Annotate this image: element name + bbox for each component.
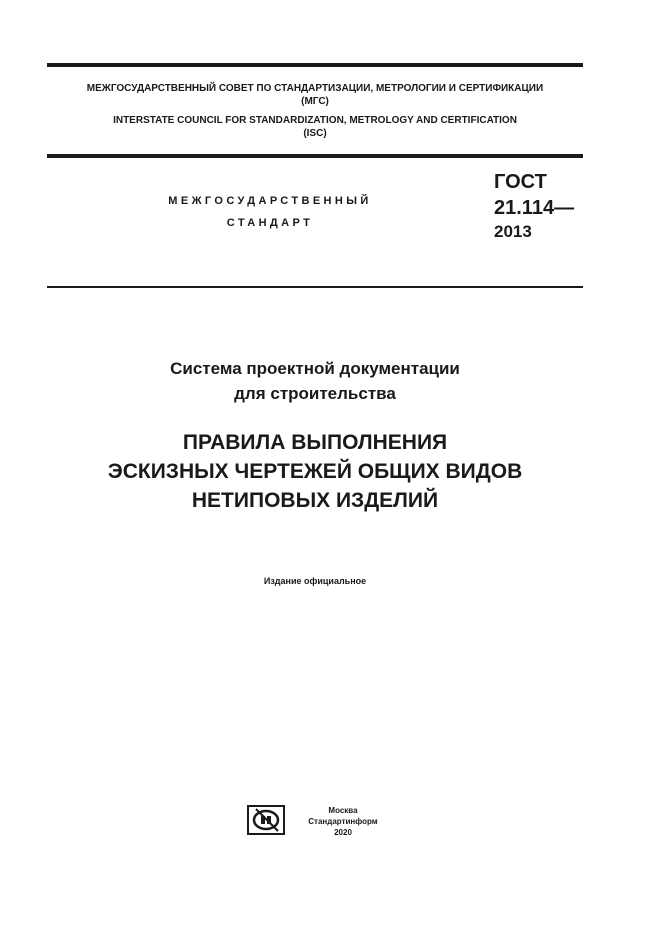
system-line1: Система проектной документации bbox=[170, 359, 460, 378]
council-name-ru-text: МЕЖГОСУДАРСТВЕННЫЙ СОВЕТ ПО СТАНДАРТИЗАЦИИ, МЕТРОЛОГИИ И СЕРТИФИКАЦИИ bbox=[86, 83, 544, 94]
document-title bbox=[47, 428, 583, 515]
designation-rule bbox=[47, 286, 583, 288]
publisher-name: Стандартинформ bbox=[308, 817, 378, 826]
top-rule bbox=[47, 63, 583, 67]
standard-type bbox=[120, 190, 420, 234]
council-name-ru bbox=[47, 82, 583, 108]
gost-designation bbox=[494, 169, 574, 243]
council-abbr-ru: (МГС) bbox=[301, 96, 329, 107]
standard-type-line2: СТАНДАРТ bbox=[226, 217, 314, 229]
title-line1: ПРАВИЛА ВЫПОЛНЕНИЯ bbox=[182, 431, 448, 454]
edition-note: Издание официальное bbox=[263, 576, 367, 586]
standard-type-line1: МЕЖГОСУДАРСТВЕННЫЙ bbox=[168, 195, 372, 207]
publisher-year: 2020 bbox=[334, 828, 352, 837]
system-line2: для строительства bbox=[234, 384, 396, 403]
gost-label: ГОСТ bbox=[494, 171, 547, 193]
header-rule bbox=[47, 154, 583, 158]
council-abbr-en: (ISC) bbox=[303, 128, 327, 139]
standartinform-logo-icon bbox=[247, 805, 285, 835]
gost-number: 21.114— bbox=[494, 197, 575, 219]
document-system bbox=[47, 356, 583, 406]
title-line2: ЭСКИЗНЫХ ЧЕРТЕЖЕЙ ОБЩИХ ВИДОВ bbox=[107, 460, 523, 483]
gost-year: 2013 bbox=[494, 222, 532, 241]
title-line3: НЕТИПОВЫХ ИЗДЕЛИЙ bbox=[191, 489, 439, 512]
publisher-block bbox=[298, 805, 388, 838]
council-name-en bbox=[47, 114, 583, 140]
council-name-en-text: INTERSTATE COUNCIL FOR STANDARDIZATION, METROLOGY AND CERTIFICATION bbox=[113, 115, 517, 126]
publisher-city: Москва bbox=[328, 806, 358, 815]
